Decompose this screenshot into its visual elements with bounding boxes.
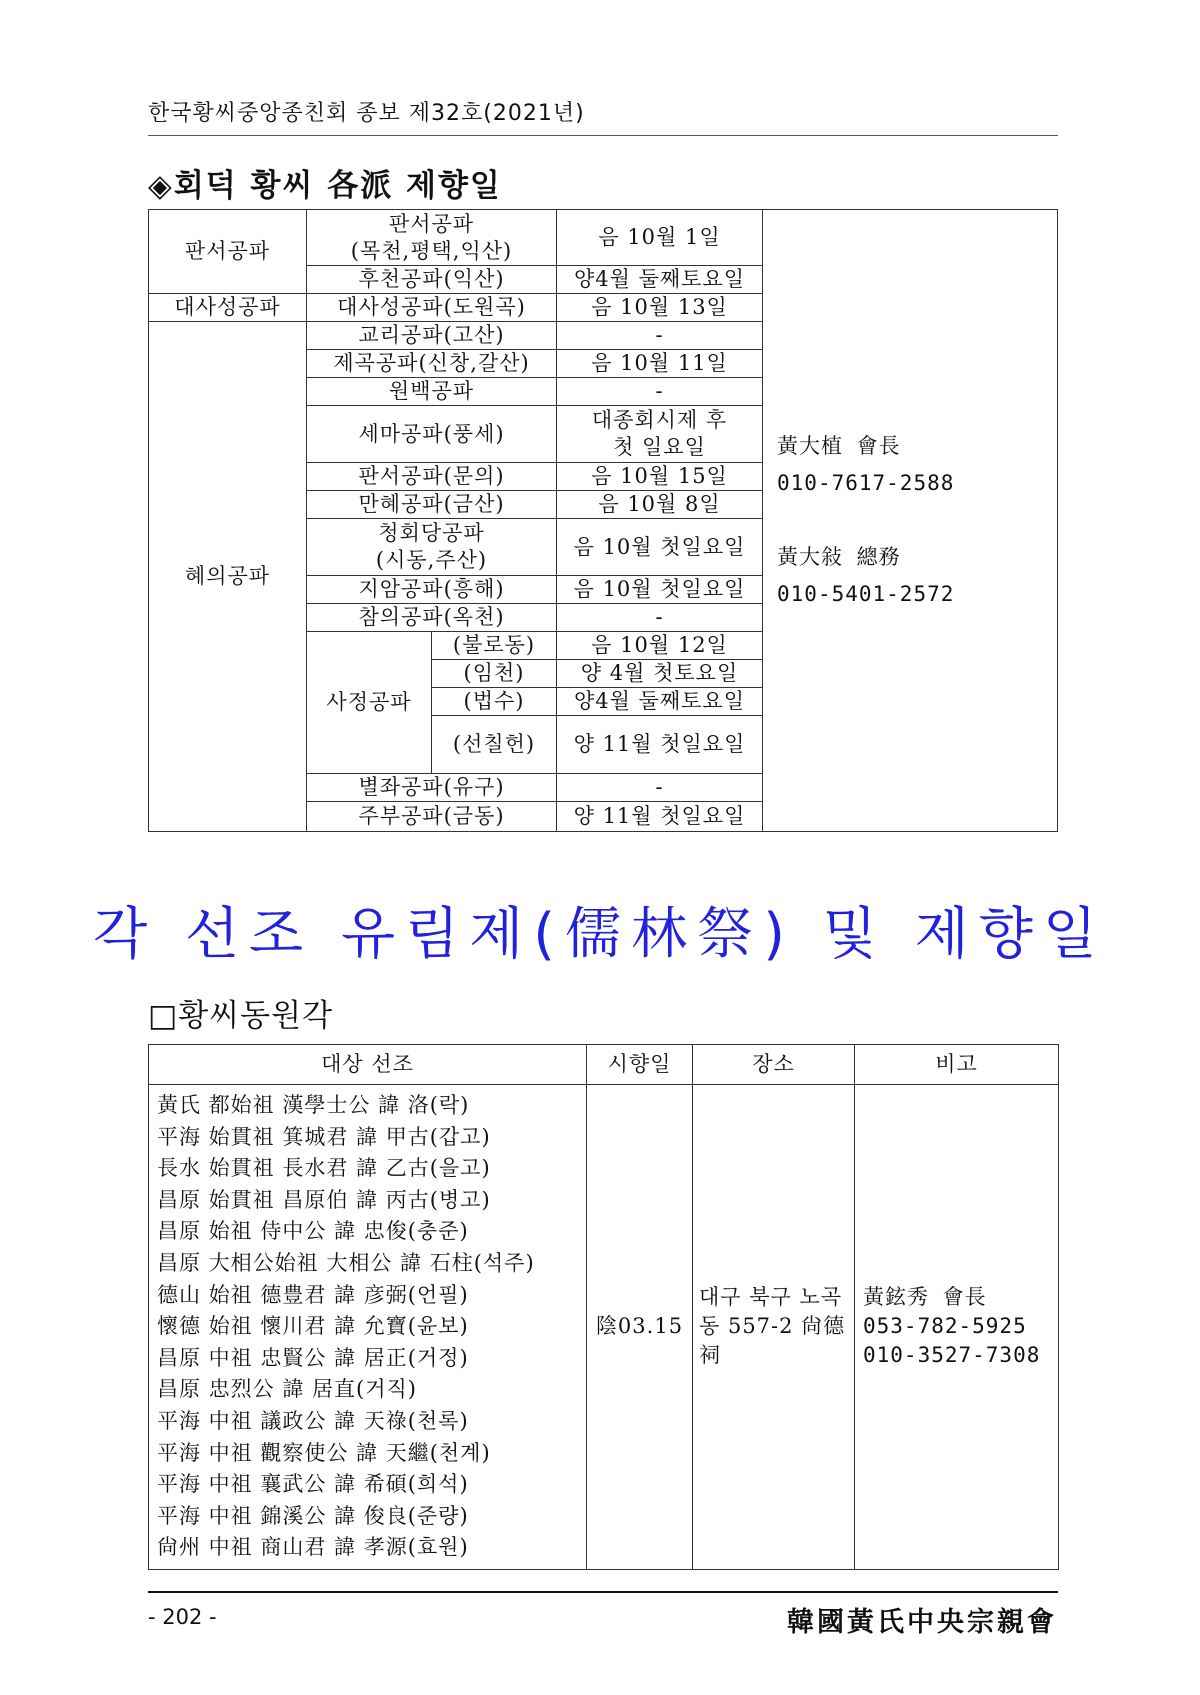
date-cell: 음 10월 8일 xyxy=(557,491,763,519)
hwangssi-dongwongak-table xyxy=(148,1044,1059,1570)
memorial-date: 陰03.15 xyxy=(587,1085,693,1570)
section1-title: ◈회덕 황씨 各派 제향일 xyxy=(148,168,502,204)
main-title: 각 선조 유림제(儒林祭) 및 제향일 xyxy=(93,902,1107,967)
date-cell: 양4월 둘째토요일 xyxy=(557,688,763,716)
sub-branch-cell: (임천) xyxy=(432,660,557,688)
date-cell: 음 10월 12일 xyxy=(557,632,763,660)
date-cell: 음 10월 11일 xyxy=(557,350,763,378)
branch-cell: 판서공파 (목천,평택,익산) xyxy=(307,210,557,266)
branch-cell: 교리공파(고산) xyxy=(307,322,557,350)
group-cell: 대사성공파 xyxy=(149,294,307,322)
group-cell: 판서공파 xyxy=(149,210,307,294)
date-cell: 음 10월 첫일요일 xyxy=(557,576,763,604)
date-cell: - xyxy=(557,378,763,406)
branch-cell: 청회당공파 (시동,주산) xyxy=(307,519,557,576)
date-cell: 양 11월 첫일요일 xyxy=(557,802,763,832)
header-note: 비고 xyxy=(855,1045,1059,1085)
branch-cell: 제곡공파(신창,갈산) xyxy=(307,350,557,378)
group-cell: 혜의공파 xyxy=(149,322,307,832)
ancestor-list: 黃氏 都始祖 漢學士公 諱 洛(락) 平海 始貫祖 箕城君 諱 甲古(갑고) 長水 始貫祖 長水君 諱 乙古(을고) 昌原 始貫祖 昌原伯 諱 丙古(병고) 昌原 始祖 侍中公 諱 忠俊(충준) 昌原 大相公始祖 大相公 諱 石柱(석주) 德山 始祖 德豊君 諱 彦弼(언필) 懷德 始祖 懷川君 諱 允寶(윤보) 昌原 中祖 忠賢公 諱 居正(거정) 昌原 忠烈公 諱 居直(거직) 平海 中祖 議政公 諱 天祿(천록) 平海 中祖 觀察使公 諱 天繼(천계) 平海 中祖 襄武公 諱 希碩(희석) 平海 中祖 錦溪公 諱 俊良(준량) 尙州 中祖 商山君 諱 孝源(효원) xyxy=(149,1085,587,1570)
sub-branch-cell: (불로동) xyxy=(432,632,557,660)
branch-cell: 판서공파(문의) xyxy=(307,463,557,491)
date-cell: - xyxy=(557,604,763,632)
contact-cell: 黃大植 會長 010-7617-2588 黃大敍 總務 010-5401-2572 xyxy=(763,210,1058,832)
sub-branch-cell: (법수) xyxy=(432,688,557,716)
organization-logo-text: 韓國黃氏中央宗親會 xyxy=(787,1607,1057,1638)
date-cell: 양4월 둘째토요일 xyxy=(557,266,763,294)
branch-cell: 지암공파(흥해) xyxy=(307,576,557,604)
memorial-note: 黃鉉秀 會長 053-782-5925 010-3527-7308 xyxy=(855,1085,1059,1570)
memorial-place: 대구 북구 노곡동 557-2 尙德祠 xyxy=(693,1085,855,1570)
hoedeok-branch-table xyxy=(148,209,1058,832)
branch-cell: 대사성공파(도원곡) xyxy=(307,294,557,322)
journal-header: 한국황씨중앙종친회 종보 제32호(2021년) xyxy=(148,101,585,126)
date-cell: - xyxy=(557,322,763,350)
header-ancestor: 대상 선조 xyxy=(149,1045,587,1085)
date-cell: 음 10월 첫일요일 xyxy=(557,519,763,576)
sub-branch-cell: (선칠헌) xyxy=(432,716,557,774)
header-place: 장소 xyxy=(693,1045,855,1085)
branch-cell: 원백공파 xyxy=(307,378,557,406)
branch-cell: 후천공파(익산) xyxy=(307,266,557,294)
branch-cell: 참의공파(옥천) xyxy=(307,604,557,632)
header-date: 시향일 xyxy=(587,1045,693,1085)
header-divider xyxy=(148,135,1058,136)
date-cell: 양 11월 첫일요일 xyxy=(557,716,763,774)
date-cell: 양 4월 첫토요일 xyxy=(557,660,763,688)
section2-title: □황씨동원각 xyxy=(148,998,334,1034)
date-cell: - xyxy=(557,774,763,802)
branch-cell: 세마공파(풍세) xyxy=(307,406,557,463)
date-cell: 음 10월 13일 xyxy=(557,294,763,322)
branch-cell: 주부공파(금동) xyxy=(307,802,557,832)
date-cell: 음 10월 1일 xyxy=(557,210,763,266)
date-cell: 대종회시제 후 첫 일요일 xyxy=(557,406,763,463)
branch-cell: 사정공파 xyxy=(307,632,432,774)
date-cell: 음 10월 15일 xyxy=(557,463,763,491)
page-number: - 202 - xyxy=(148,1605,217,1629)
branch-cell: 별좌공파(유구) xyxy=(307,774,557,802)
branch-cell: 만혜공파(금산) xyxy=(307,491,557,519)
footer-divider xyxy=(148,1591,1058,1593)
